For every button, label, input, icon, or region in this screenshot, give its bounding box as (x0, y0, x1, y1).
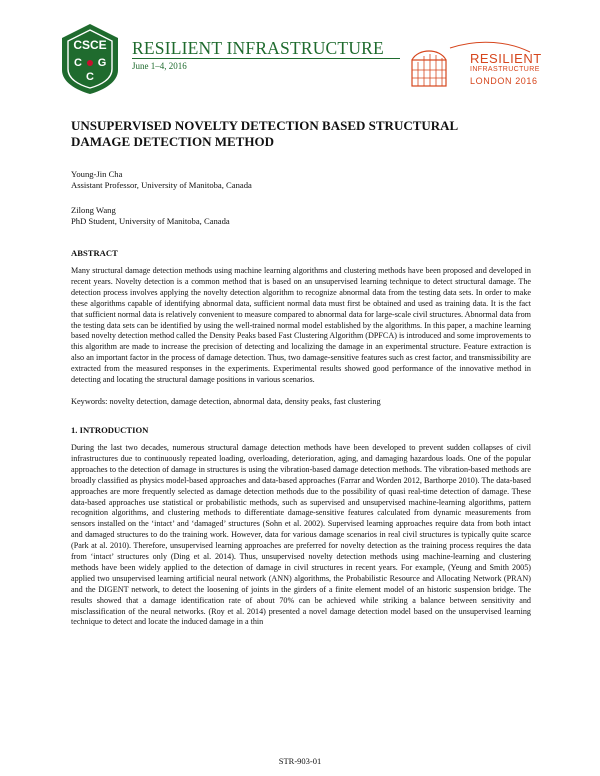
ri-logo-word-infrastructure: INFRASTRUCTURE (470, 66, 540, 73)
author-affiliation: PhD Student, University of Manitoba, Canada (71, 216, 230, 226)
ri-logo-word-resilient: RESILIENT (470, 51, 542, 66)
page-footer-id: STR-903-01 (278, 756, 322, 766)
author-affiliation: Assistant Professor, University of Manitoba, Canada (71, 180, 252, 190)
paper-content (71, 118, 531, 628)
abstract-heading: ABSTRACT (71, 248, 118, 258)
ri-logo-word-london: LONDON 2016 (470, 76, 538, 86)
csce-logo-text-g: G (97, 57, 107, 69)
paper-title-line-1: UNSUPERVISED NOVELTY DETECTION BASED STRUCTURAL (71, 118, 459, 133)
author-name: Young-Jin Cha (71, 169, 123, 179)
header-rule (132, 58, 400, 59)
keywords: Keywords: novelty detection, damage detection, abnormal data, density peaks, fast clustering (71, 396, 381, 406)
csce-logo-text-main: CSCE (73, 38, 107, 52)
csce-logo-text-c2: C (86, 71, 94, 83)
csce-logo (58, 22, 122, 96)
author-block (71, 205, 531, 227)
introduction-text: During the last two decades, numerous structural damage detection methods have been developed to prevent sudden collapses of civil infrastructures due to continuously repeated loading, overloading, deterioration, aging, and damaging hazardous loads. One of the popular approaches to the detection of damage in structures is using the vibration-based damage detection methods. The vibration-based methods are broadly classified as physics model-based approaches and data-based approaches (Farrar and Worden 2012, Barthorpe 2010). The data-based approaches are more frequently selected as damage detection methods due to the possibility of quasi real-time detection of damage. These data-based approaches use statistical or probabilistic methods, such as supervised and unsupervised machine-learning algorithms, pattern recognition algorithms, and clustering methods to differentiate damage-sensitive features calculated from dynamic measurements from sensors installed on the ‘intact’ and ‘damaged’ structures (Sohn et al. 2002). Supervised learning approaches require data from both intact and damaged structures to do the training work. However, data for various damage scenarios in real civil structures is typically quite scarce (Park at al. 2010). Therefore, unsupervised learning approaches are preferred for novelty detection as the training process requires the data from ‘intact’ structures only (Ding et al. 2014). Thus, unsupervised novelty detection methods using machine-learning and clustering methods have been widely applied to the detection of damage in civil structures in recent years. For example, (Yeung and Smith 2005) applied two unsupervised learning artificial neural network (ANN) algorithms, the Probabilistic Resource and Allocating Network (PRAN) and the DIGENT network, to detect the loosening of joints in the girders of a finite element model of an historic suspension bridge. The results showed that a damage identification rate of about 70% can be achieved while striking a balance between sensitivity and misclassification of the neural networks. (Roy et al. 2014) presented a novel damage detection model based on the unsupervised learning technique to detect and locate the induced damage in a thin (71, 442, 531, 627)
conference-date: June 1–4, 2016 (132, 61, 187, 71)
author-block (71, 169, 531, 191)
abstract-text: Many structural damage detection methods using machine learning algorithms and clustering methods have been proposed and developed in recent years. Novelty detection is a common method that is based on an unsupervised learning technique to detect structural damage. The detection process involves applying the novelty detection algorithm to recognize abnormal data from the testing data sets. In order to make these algorithms capable of identifying abnormal data, sufficient normal data must first be obtained and used as training data. It is the fact that sufficient normal data is relatively convenient to measure compared to abnormal data for large-scale civil structures. Abnormal data from the testing data sets can be identified by using the well-trained normal model established by the algorithms. In this paper, a machine learning based novelty detection method called the Density Peaks based Fast Clustering Algorithm (DPFCA) is introduced and some improvements to this algorithm are made to increase the precision of detecting and localizing the damage in an experimental structure. Feature extraction is also an important factor in the process of damage detection. Thus, two damage-sensitive features such as crest factor, and transmissibility are extracted from the measured responses in the experiments. Experimental results showed good performance of the innovative method in detecting and locating the structural damage positions in various scenarios. (71, 266, 531, 385)
csce-logo-text-c1: C (74, 57, 82, 69)
introduction-heading: 1. INTRODUCTION (71, 424, 149, 435)
conference-title: RESILIENT INFRASTRUCTURE (132, 38, 384, 58)
paper-title-line-2: DAMAGE DETECTION METHOD (71, 134, 274, 149)
author-name: Zilong Wang (71, 205, 116, 215)
paper-title (71, 118, 531, 150)
